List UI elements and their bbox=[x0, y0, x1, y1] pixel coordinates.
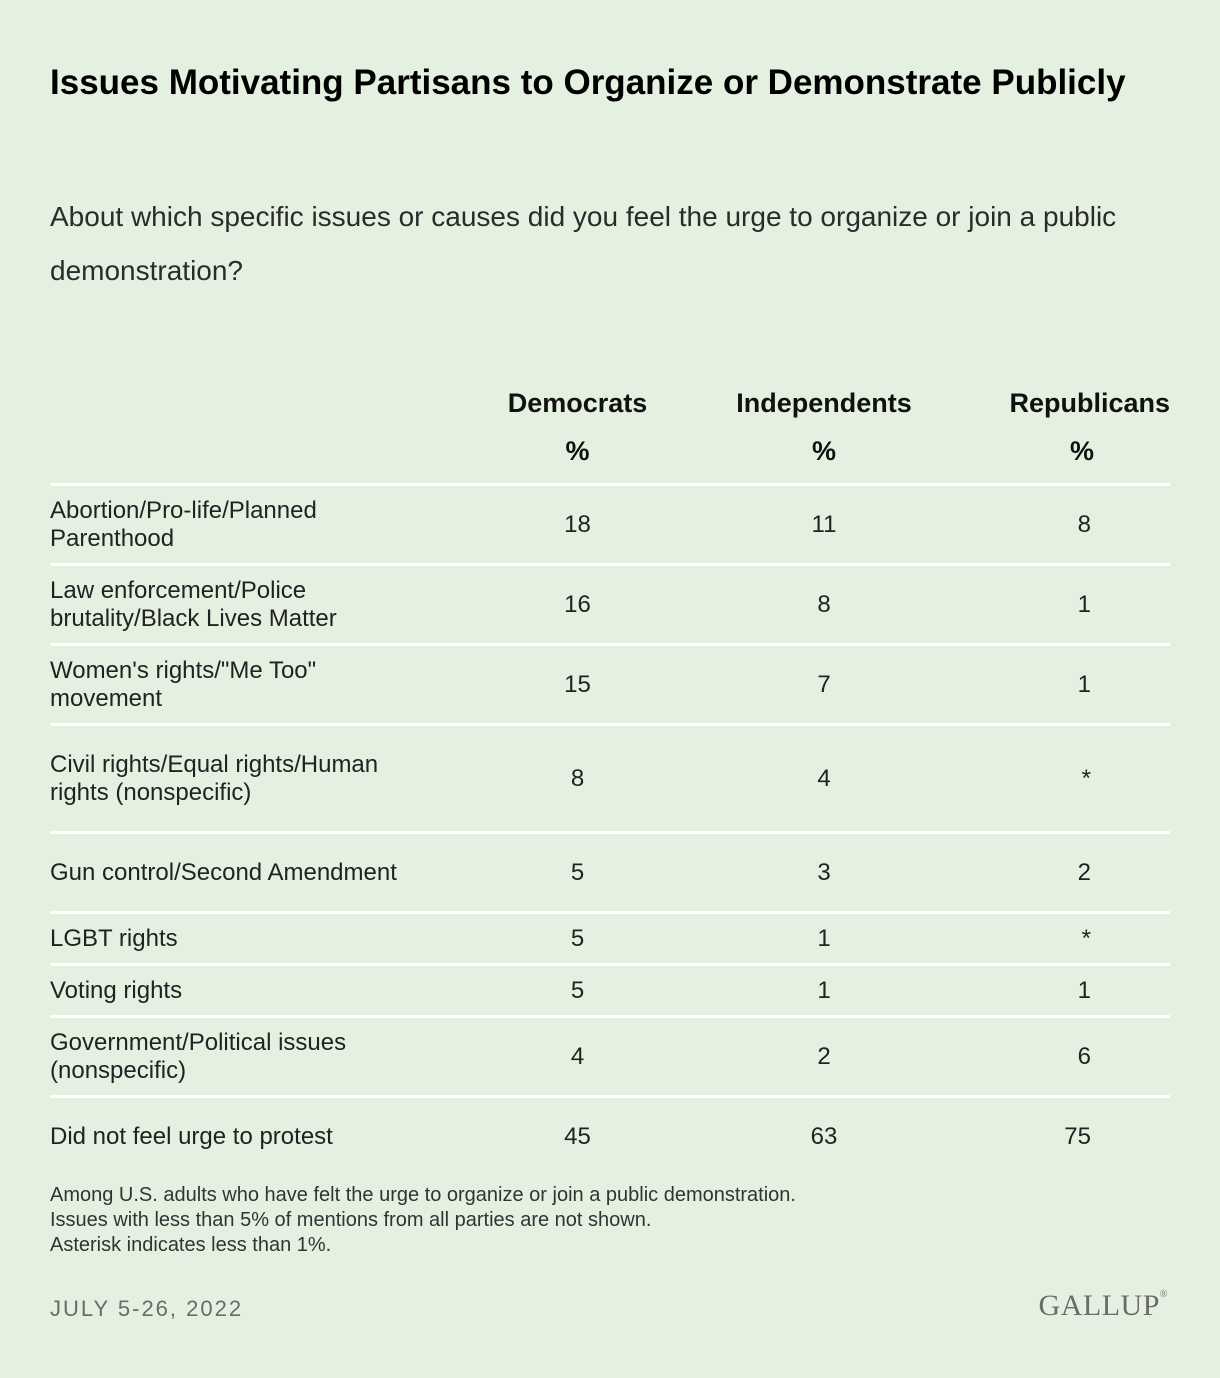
cell-democrats: 15 bbox=[450, 645, 705, 725]
table-row bbox=[50, 833, 1170, 913]
table-row bbox=[50, 1097, 1170, 1177]
cell-independents: 3 bbox=[705, 833, 943, 913]
table-row bbox=[50, 913, 1170, 965]
logo-text: GALLUP bbox=[1038, 1289, 1160, 1322]
data-table bbox=[50, 355, 1170, 1177]
table-row bbox=[50, 965, 1170, 1017]
header-blank bbox=[50, 355, 450, 419]
cell-independents: 4 bbox=[705, 725, 943, 833]
table-body bbox=[50, 485, 1170, 1177]
cell-republicans: 75 bbox=[943, 1097, 1170, 1177]
cell-republicans: 1 bbox=[943, 565, 1170, 645]
logo-registered-mark: ® bbox=[1159, 1289, 1168, 1300]
cell-democrats: 5 bbox=[450, 833, 705, 913]
table-row bbox=[50, 485, 1170, 565]
cell-republicans: 8 bbox=[943, 485, 1170, 565]
cell-republicans: * bbox=[943, 725, 1170, 833]
unit-header-row bbox=[50, 419, 1170, 485]
column-header-row bbox=[50, 355, 1170, 419]
cell-democrats: 8 bbox=[450, 725, 705, 833]
cell-independents: 1 bbox=[705, 965, 943, 1017]
row-label: Law enforcement/Police brutality/Black Lives Matter bbox=[50, 565, 450, 645]
cell-republicans: * bbox=[943, 913, 1170, 965]
cell-democrats: 18 bbox=[450, 485, 705, 565]
table-row bbox=[50, 565, 1170, 645]
table-row bbox=[50, 645, 1170, 725]
row-label: Civil rights/Equal rights/Human rights (nonspecific) bbox=[50, 725, 450, 833]
cell-democrats: 45 bbox=[450, 1097, 705, 1177]
footnote-line: Issues with less than 5% of mentions from all parties are not shown. bbox=[50, 1209, 652, 1231]
footnote-line: Asterisk indicates less than 1%. bbox=[50, 1234, 332, 1256]
cell-democrats: 5 bbox=[450, 913, 705, 965]
unit-independents: % bbox=[811, 435, 836, 466]
survey-date: JULY 5-26, 2022 bbox=[50, 1296, 244, 1321]
cell-democrats: 16 bbox=[450, 565, 705, 645]
cell-republicans: 1 bbox=[943, 965, 1170, 1017]
cell-independents: 2 bbox=[705, 1017, 943, 1097]
table-row bbox=[50, 725, 1170, 833]
row-label: Abortion/Pro-life/Planned Parenthood bbox=[50, 485, 450, 565]
chart-subtitle: About which specific issues or causes did you feel the urge to organize or join a public demonstration? bbox=[50, 201, 1117, 286]
cell-independents: 8 bbox=[705, 565, 943, 645]
row-label: LGBT rights bbox=[50, 913, 450, 965]
cell-independents: 1 bbox=[705, 913, 943, 965]
column-header-independents: Independents bbox=[736, 388, 912, 418]
cell-independents: 7 bbox=[705, 645, 943, 725]
column-header-republicans: Republicans bbox=[1009, 388, 1170, 418]
row-label: Did not feel urge to protest bbox=[50, 1097, 450, 1177]
row-label: Government/Political issues (nonspecific) bbox=[50, 1017, 450, 1097]
cell-independents: 63 bbox=[705, 1097, 943, 1177]
unit-republicans: % bbox=[1069, 435, 1094, 466]
cell-republicans: 2 bbox=[943, 833, 1170, 913]
gallup-logo bbox=[1039, 1289, 1168, 1323]
column-header-democrats: Democrats bbox=[507, 388, 648, 418]
row-label: Voting rights bbox=[50, 965, 450, 1017]
footnotes bbox=[50, 1183, 1160, 1258]
row-label: Gun control/Second Amendment bbox=[50, 833, 450, 913]
row-label: Women's rights/"Me Too" movement bbox=[50, 645, 450, 725]
chart-title: Issues Motivating Partisans to Organize or Demonstrate Publicly bbox=[50, 63, 1126, 102]
cell-republicans: 6 bbox=[943, 1017, 1170, 1097]
cell-democrats: 4 bbox=[450, 1017, 705, 1097]
unit-blank bbox=[50, 419, 450, 485]
cell-democrats: 5 bbox=[450, 965, 705, 1017]
cell-republicans: 1 bbox=[943, 645, 1170, 725]
unit-democrats: % bbox=[565, 435, 590, 466]
cell-independents: 11 bbox=[705, 485, 943, 565]
table-row bbox=[50, 1017, 1170, 1097]
footnote-line: Among U.S. adults who have felt the urge to organize or join a public demonstration. bbox=[50, 1184, 796, 1206]
